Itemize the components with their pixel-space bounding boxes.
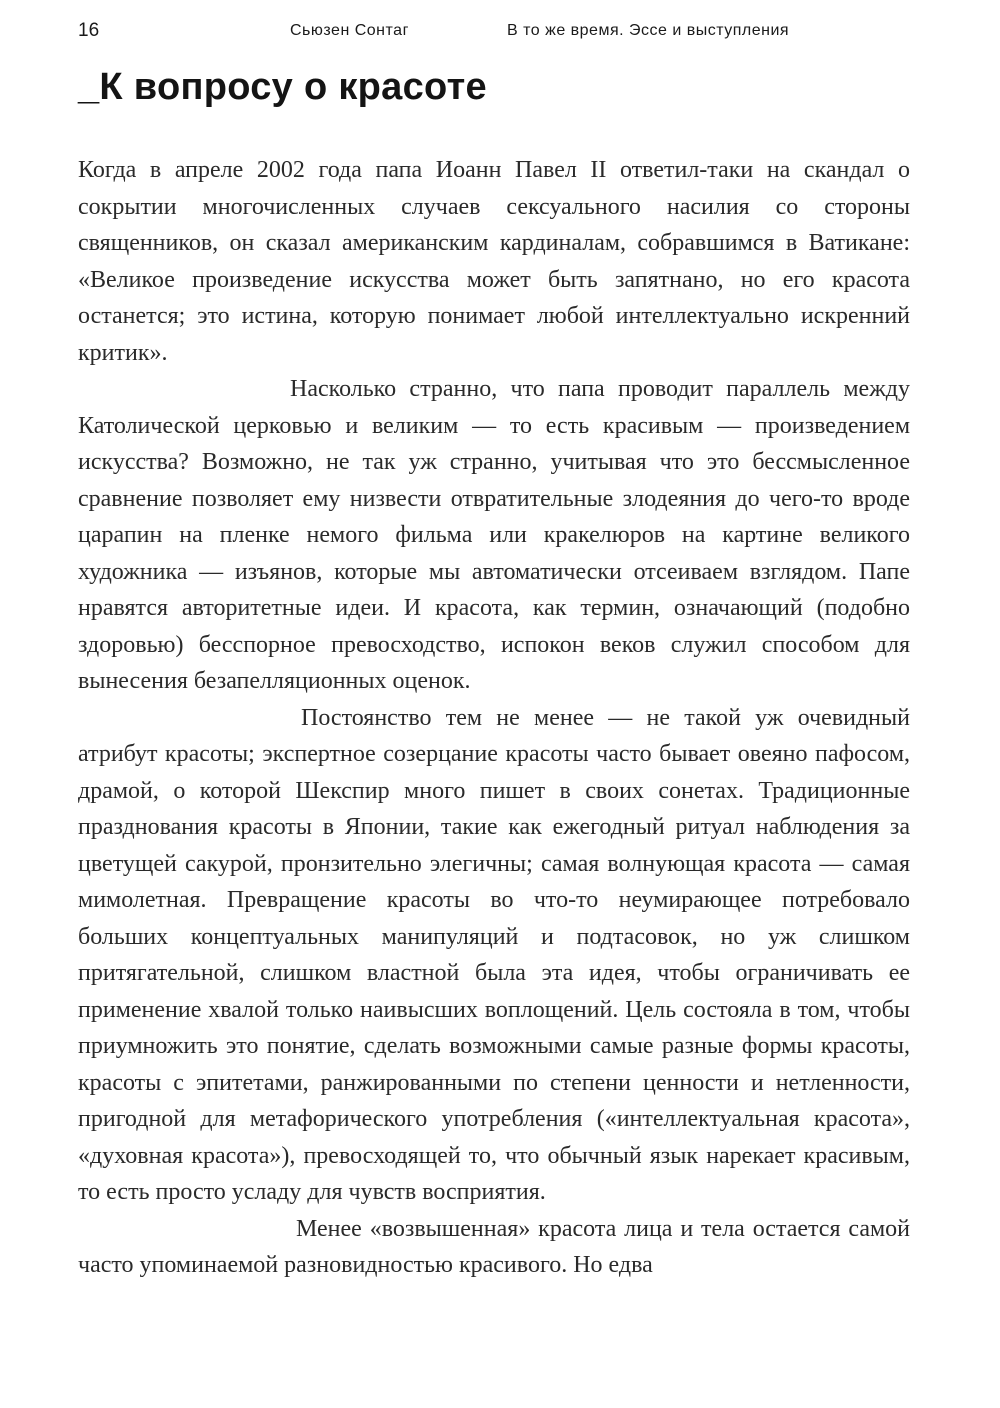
paragraph-3: Постоянство тем не менее — не такой уж очевидный атрибут красоты; экспертное созерцание красоты часто бывает овеяно пафосом, драмой, о которой Шекспир много пишет в своих сонетах. Традиционные празднования красоты в Японии, такие как ежегодный ритуал наблюдения за цветущей сакурой, пронзительно элегичны; самая волнующая красота — самая мимолетная. Превращение красоты во что-то неумирающее потребовало больших концептуальных манипуляций и подтасовок, но уж слишком притягательной, слишком властной была эта идея, чтобы ограничивать ее применение хвалой только наивысших воплощений. Цель состояла в том, чтобы приумножить это понятие, сделать возможными самые разные формы красоты, красоты с эпитетами, ранжированными по степени ценности и нетленности, пригодной для метафорического употребления («интеллектуальная красота», «духовная красота»), превосходящей то, что обычный язык нарекает красивым, то есть просто усладу для чувств восприятия. xyxy=(78,704,910,1205)
paragraph-4: Менее «возвышенная» красота лица и тела остается самой часто упоминаемой разновидностью красивого. Но едва xyxy=(78,1215,910,1278)
running-head-book-title: В то же время. Эссе и выступления xyxy=(507,22,790,39)
paragraph-2: Насколько странно, что папа проводит параллель между Католической церковью и великим — то есть красивым — произведением искусства? Возможно, не так уж странно, учитывая что это бессмысленное сравнение позволяет ему низвести отвратительные злодеяния до чего-то вроде царапин на пленке немого фильма или кракелюров на картине великого художника — изъянов, которые мы автоматически отсеиваем взглядом. Папе нравятся авторитетные идеи. И красота, как термин, означающий (подобно здоровью) бесспорное превосходство, испокон веков служил способом для вынесения безапелляционных оценок. xyxy=(78,376,910,694)
paragraph-1: Когда в апреле 2002 года папа Иоанн Павел II ответил-таки на скандал о сокрытии многочисленных случаев сексуального насилия со стороны священников, он сказал американским кардиналам, собравшимся в Ватикане: «Великое произведение искусства может быть запятнано, но его красота останется; это истина, которую понимает любой интеллектуально искренний критик». xyxy=(78,157,910,366)
page-number: 16 xyxy=(78,20,100,41)
running-head-author: Сьюзен Сонтаг xyxy=(290,22,409,39)
body-text xyxy=(78,152,910,1284)
running-head xyxy=(78,20,834,46)
chapter-title: _К вопросу о красоте xyxy=(78,66,487,108)
